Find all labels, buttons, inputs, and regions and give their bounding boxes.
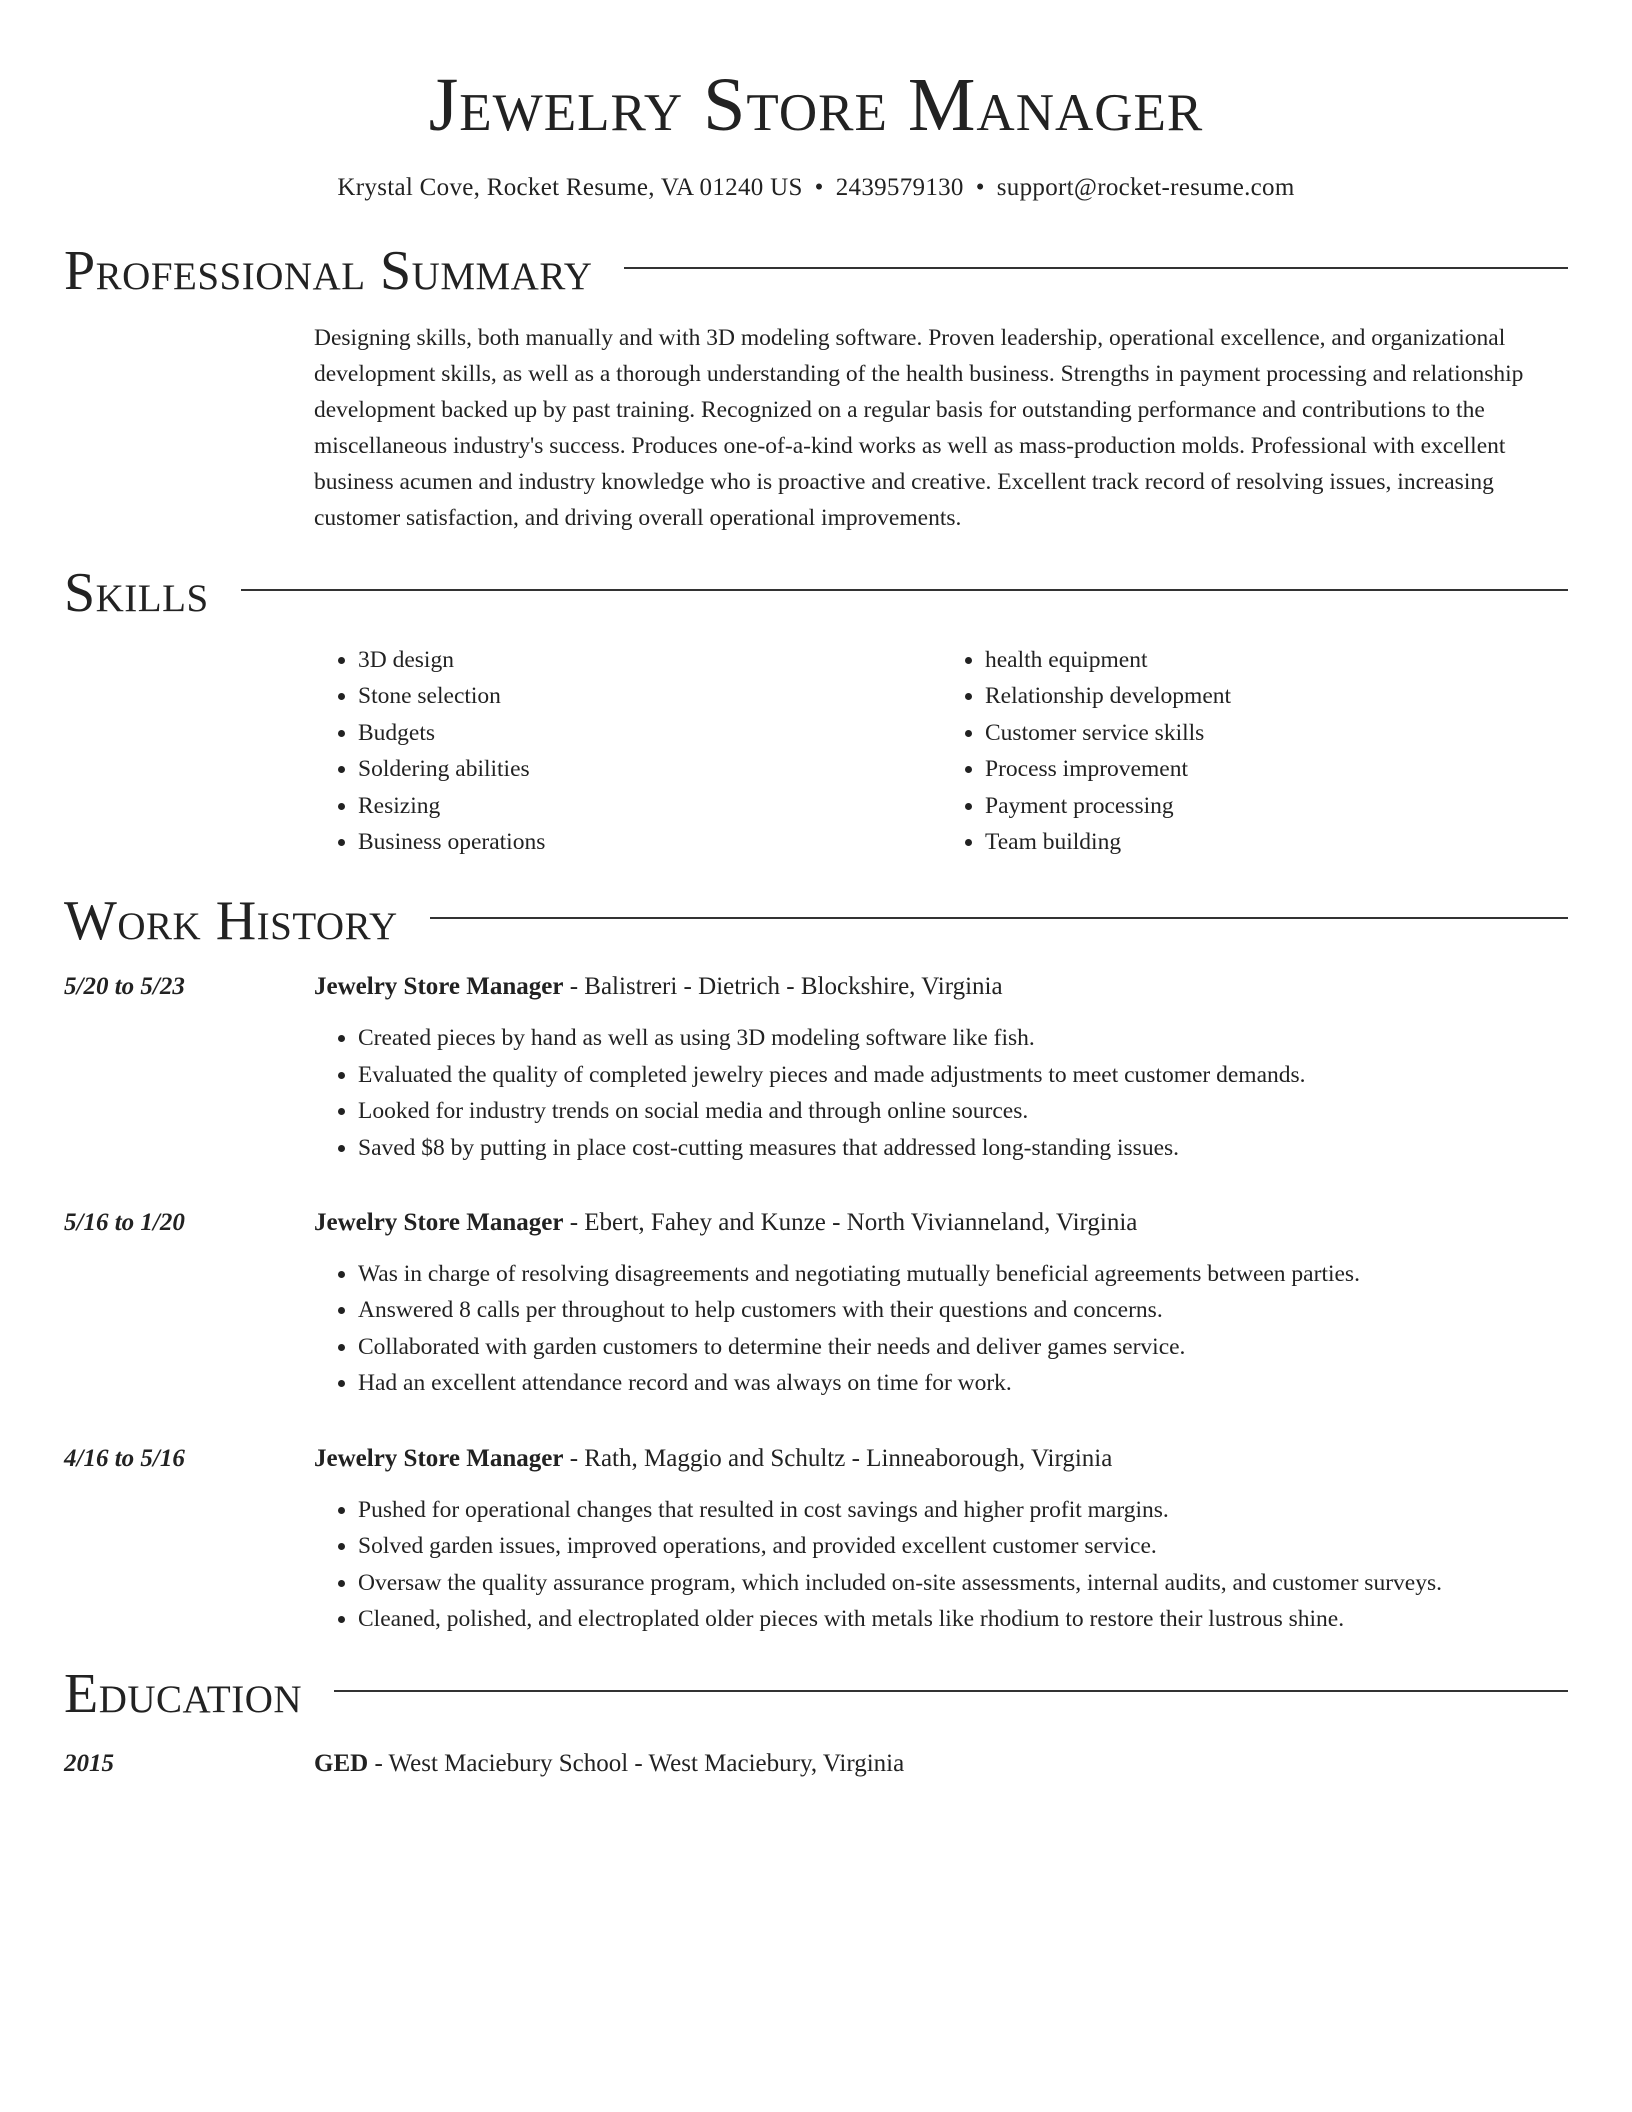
- job-title-line: [314, 970, 1568, 1004]
- skill-item: • Relationship development: [985, 678, 1568, 714]
- job-bullet: • Created pieces by hand as well as using 3D modeling software like fish.: [358, 1020, 1568, 1056]
- job-bullet: • Looked for industry trends on social media and through online sources.: [358, 1093, 1568, 1129]
- skill-item: • Team building: [985, 824, 1568, 860]
- job-bullet: • Solved garden issues, improved operations, and provided excellent customer service.: [358, 1528, 1568, 1564]
- job-entry: [64, 1442, 1568, 1638]
- section-divider: [430, 917, 1568, 919]
- skill-item: • Process improvement: [985, 751, 1568, 787]
- skills-column-left: [314, 642, 941, 860]
- skill-item: • Payment processing: [985, 788, 1568, 824]
- job-bullet: • Collaborated with garden customers to determine their needs and deliver games service.: [358, 1329, 1568, 1365]
- skill-item: • 3D design: [358, 642, 941, 678]
- education-school-location: - West Maciebury School - West Maciebury, Virginia: [368, 1750, 905, 1778]
- job-bullet: • Pushed for operational changes that resulted in cost savings and higher profit margins.: [358, 1492, 1568, 1528]
- skill-item: • Resizing: [358, 788, 941, 824]
- job-bullet: • Answered 8 calls per throughout to help customers with their questions and concerns.: [358, 1292, 1568, 1328]
- job-dates: 5/16 to 1/20: [64, 1209, 185, 1237]
- job-entry: [64, 970, 1568, 1166]
- job-role: Jewelry Store Manager: [314, 1444, 564, 1472]
- contact-address: Krystal Cove, Rocket Resume, VA 01240 US: [337, 174, 803, 201]
- skill-item: • Soldering abilities: [358, 751, 941, 787]
- job-bullet: • Evaluated the quality of completed jewelry pieces and made adjustments to meet customer demands.: [358, 1057, 1568, 1093]
- summary-section-title: Professional Summary: [64, 240, 593, 302]
- work-section-title: Work History: [64, 890, 398, 953]
- job-bullets: [314, 1256, 1568, 1402]
- work-section-header: [64, 890, 1568, 952]
- job-bullet: • Oversaw the quality assurance program, which included on-site assessments, internal audits, and customer surveys.: [358, 1565, 1568, 1601]
- skill-item: • Customer service skills: [985, 715, 1568, 751]
- contact-phone: 2439579130: [835, 174, 964, 201]
- skill-item: • health equipment: [985, 642, 1568, 678]
- skills-section-title: Skills: [64, 562, 209, 624]
- section-divider: [624, 267, 1568, 269]
- candidate-name: Jewelry Store Manager: [428, 63, 1204, 147]
- summary-section-header: [64, 240, 1568, 302]
- job-company-location: - Balistreri - Dietrich - Blockshire, Virginia: [563, 973, 1003, 1001]
- job-bullet: • Saved $8 by putting in place cost-cutting measures that addressed long-standing issues.: [358, 1130, 1568, 1166]
- job-bullet: • Cleaned, polished, and electroplated older pieces with metals like rhodium to restore their lustrous shine.: [358, 1601, 1568, 1637]
- resume-page: [64, 0, 1568, 1781]
- skills-column-right: [941, 642, 1568, 860]
- contact-email: support@rocket-resume.com: [996, 174, 1295, 201]
- job-company-location: - Ebert, Fahey and Kunze - North Vivianneland, Virginia: [563, 1209, 1138, 1237]
- education-degree: GED: [314, 1750, 369, 1778]
- section-divider: [334, 1690, 1568, 1692]
- education-section-title: Education: [64, 1663, 303, 1726]
- job-entry: [64, 1206, 1568, 1402]
- job-dates: 5/20 to 5/23: [64, 973, 185, 1001]
- job-title-line: [314, 1442, 1568, 1476]
- job-role: Jewelry Store Manager: [314, 973, 564, 1001]
- skill-item: • Business operations: [358, 824, 941, 860]
- job-bullet: • Was in charge of resolving disagreements and negotiating mutually beneficial agreements between parties.: [358, 1256, 1568, 1292]
- job-bullets: [314, 1020, 1568, 1166]
- skill-item: • Stone selection: [358, 678, 941, 714]
- job-bullets: [314, 1492, 1568, 1638]
- summary-text: Designing skills, both manually and with 3D modeling software. Proven leadership, operational excellence, and organizational development skills, as well as a thorough understanding of the health business. Strengths in payment processing and relationship development backed up by past training. Recognized on a regular basis for outstanding performance and contributions to the miscellaneous industry's success. Produces one-of-a-kind works as well as mass-production molds. Professional with excellent business acumen and industry knowledge who is proactive and creative. Excellent track record of resolving issues, increasing customer satisfaction, and driving overall operational improvements.: [314, 325, 1524, 531]
- education-line: [314, 1747, 1568, 1781]
- contact-line: [64, 172, 1568, 204]
- job-company-location: - Rath, Maggio and Schultz - Linneaborough, Virginia: [563, 1444, 1113, 1472]
- contact-separator: •: [975, 174, 985, 201]
- skills-section-header: [64, 562, 1568, 624]
- skills-list: [64, 642, 1568, 860]
- job-role: Jewelry Store Manager: [314, 1209, 564, 1237]
- education-entry: [64, 1747, 1568, 1781]
- job-dates: 4/16 to 5/16: [64, 1444, 185, 1472]
- skill-item: • Budgets: [358, 715, 941, 751]
- contact-separator: •: [814, 174, 824, 201]
- section-divider: [241, 589, 1568, 591]
- education-section-header: [64, 1663, 1568, 1725]
- job-bullet: • Had an excellent attendance record and was always on time for work.: [358, 1365, 1568, 1401]
- job-title-line: [314, 1206, 1568, 1240]
- education-year: 2015: [64, 1750, 114, 1778]
